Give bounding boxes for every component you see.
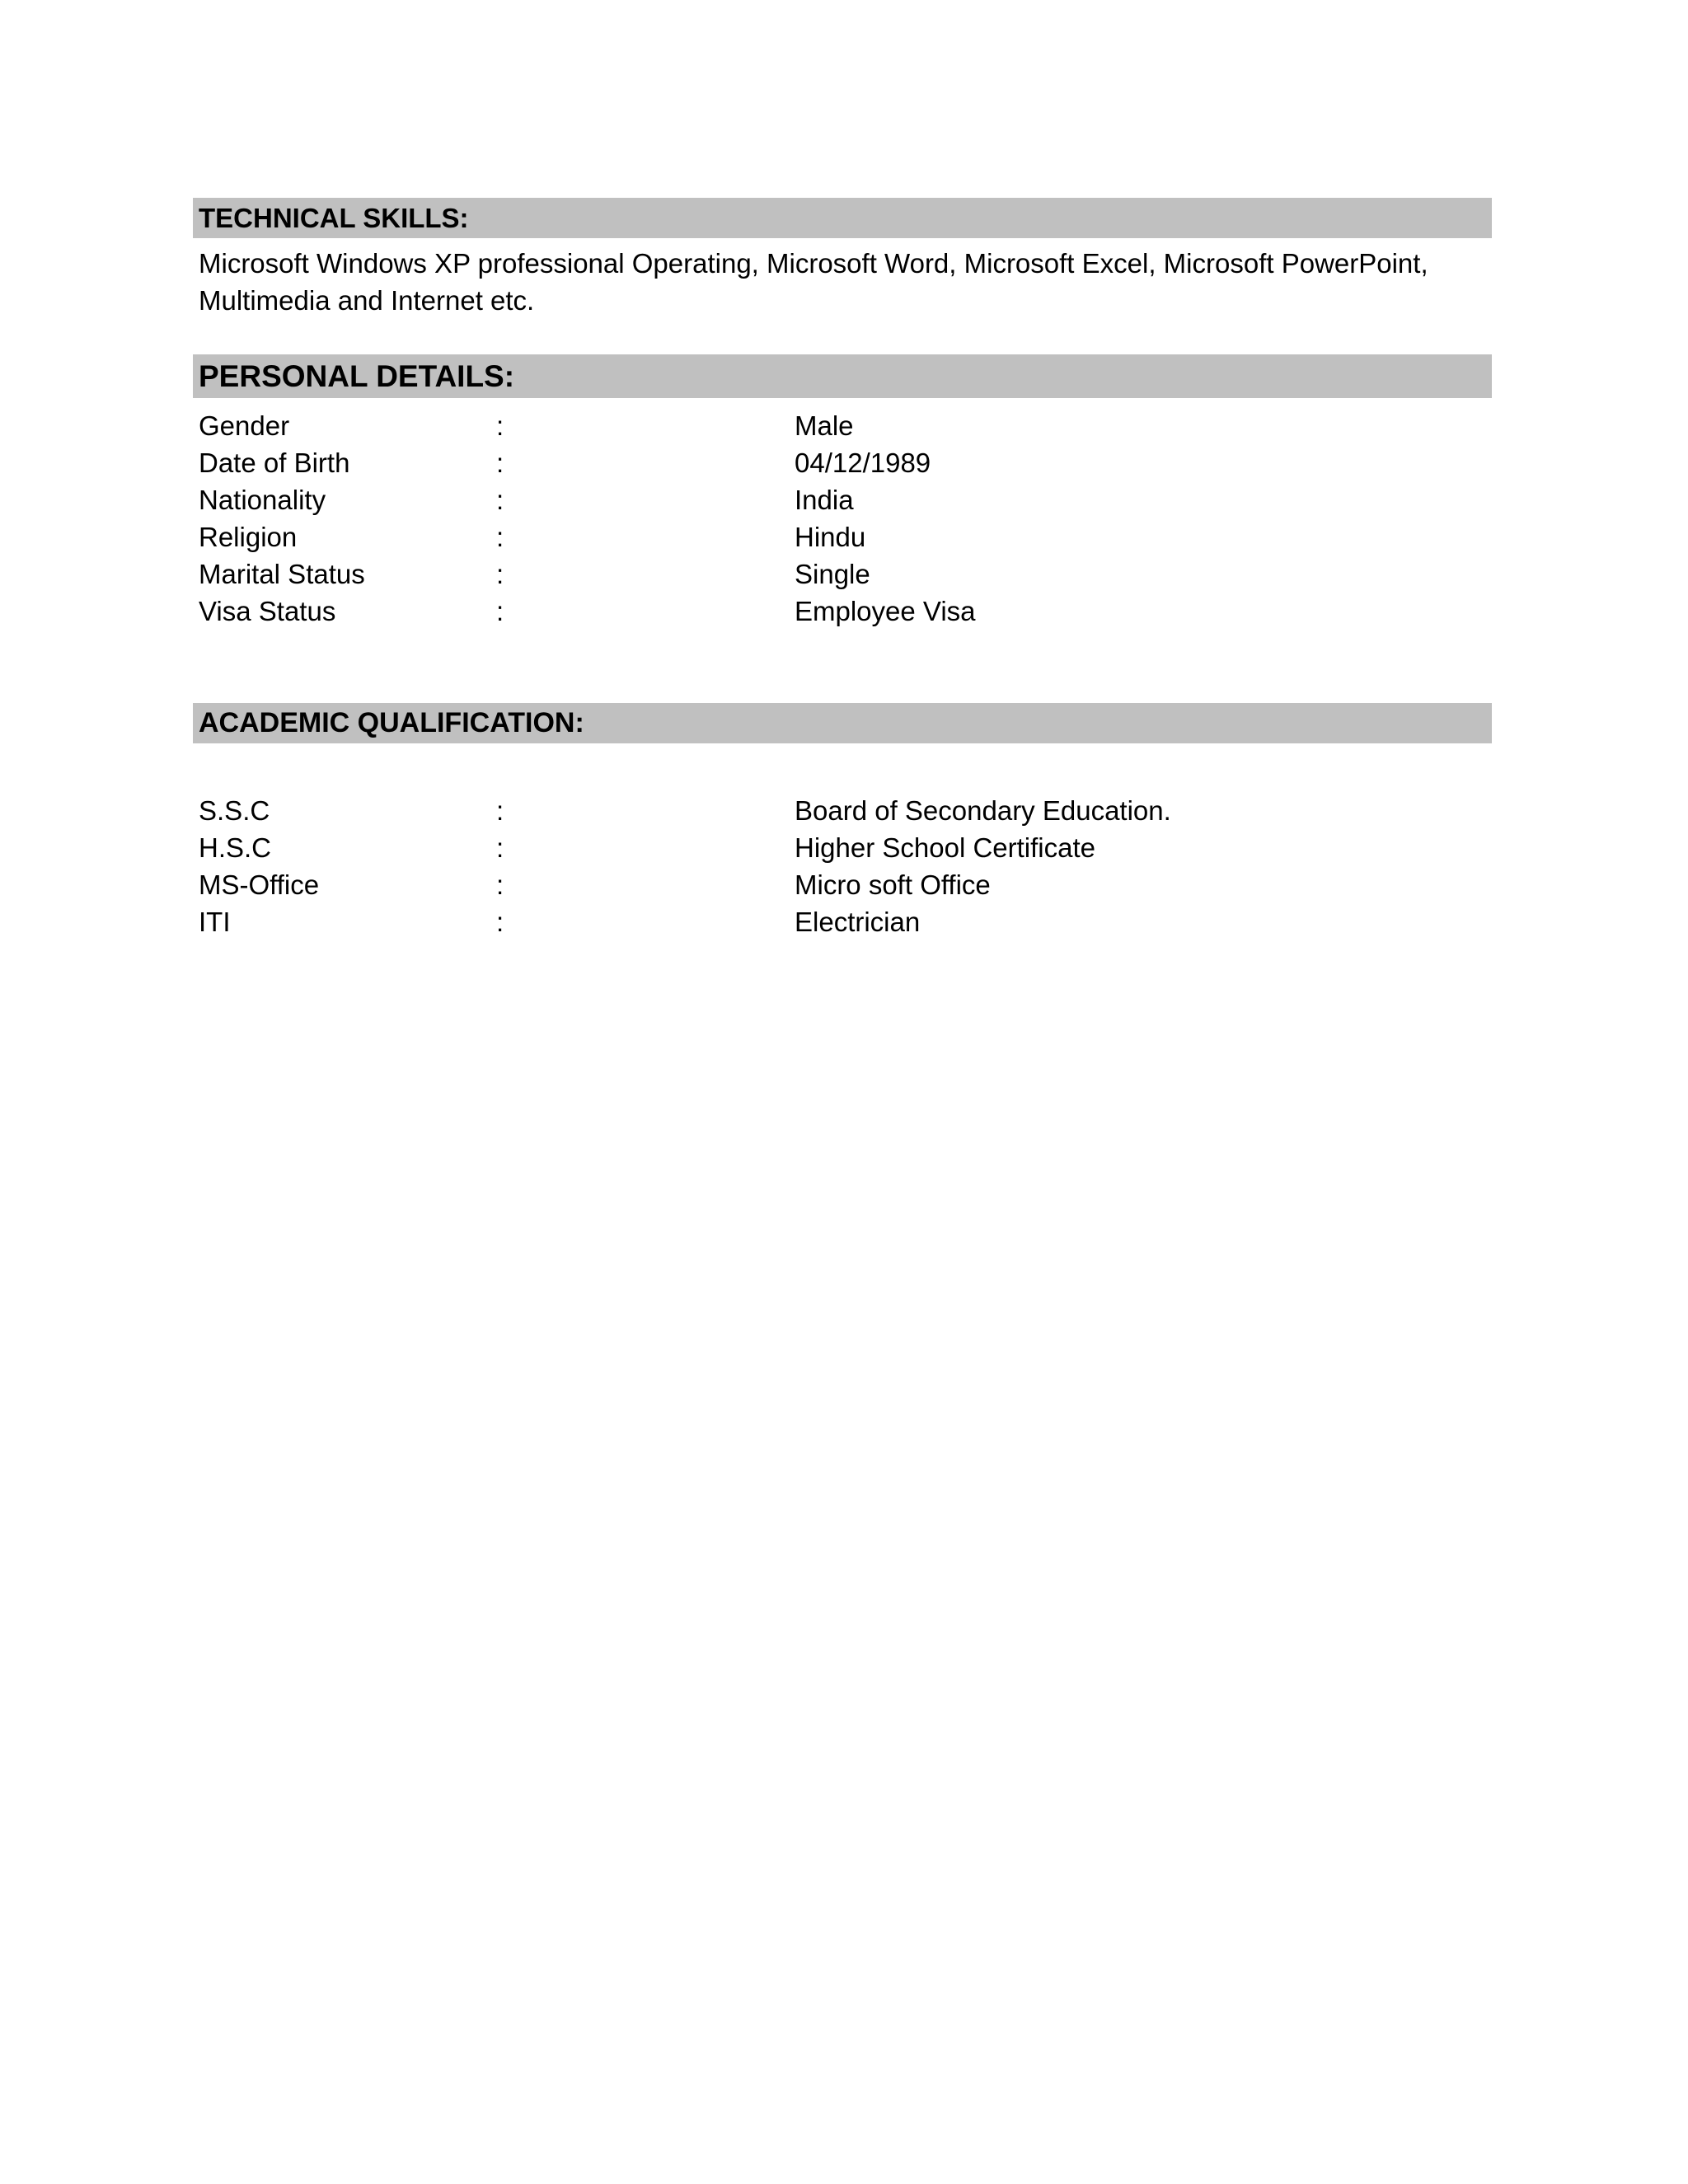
qualification-label: MS-Office	[199, 869, 320, 900]
separator-colon: :	[496, 522, 504, 552]
personal-detail-label: Date of Birth	[199, 448, 350, 478]
qualification-row-ms-office	[199, 866, 1484, 903]
qualification-value: Higher School Certificate	[795, 832, 1095, 863]
personal-detail-label: Nationality	[199, 485, 326, 515]
separator-colon: :	[496, 559, 504, 589]
qualification-row-ssc	[199, 792, 1484, 829]
personal-details-list	[199, 407, 1484, 630]
qualification-value: Board of Secondary Education.	[795, 795, 1171, 826]
personal-detail-value: 04/12/1989	[795, 448, 931, 478]
separator-colon: :	[496, 485, 504, 515]
personal-detail-row-gender	[199, 407, 1484, 444]
personal-detail-label: Religion	[199, 522, 298, 552]
academic-qualification-heading: ACADEMIC QUALIFICATION:	[193, 703, 1492, 743]
personal-detail-row-nationality	[199, 481, 1484, 518]
qualification-row-iti	[199, 903, 1484, 940]
qualification-label: H.S.C	[199, 832, 272, 863]
personal-detail-value: Male	[795, 410, 854, 441]
qualification-label: S.S.C	[199, 795, 270, 826]
personal-detail-value: India	[795, 485, 854, 515]
personal-detail-value: Employee Visa	[795, 596, 976, 626]
separator-colon: :	[496, 795, 504, 826]
personal-details-heading: PERSONAL DETAILS:	[193, 354, 1492, 398]
personal-detail-label: Marital Status	[199, 559, 365, 589]
qualification-value: Electrician	[795, 907, 921, 937]
separator-colon: :	[496, 596, 504, 626]
personal-detail-label: Visa Status	[199, 596, 336, 626]
personal-detail-row-religion	[199, 518, 1484, 555]
separator-colon: :	[496, 832, 504, 863]
personal-detail-value: Single	[795, 559, 870, 589]
personal-detail-row-marital-status	[199, 555, 1484, 593]
separator-colon: :	[496, 869, 504, 900]
personal-detail-label: Gender	[199, 410, 290, 441]
personal-detail-row-date-of-birth	[199, 444, 1484, 481]
technical-skills-text: Microsoft Windows XP professional Operating, Microsoft Word, Microsoft Excel, Microsoft PowerPoint, Multimedia and Internet etc.	[199, 248, 1428, 316]
separator-colon: :	[496, 410, 504, 441]
personal-detail-row-visa-status	[199, 593, 1484, 630]
qualification-label: ITI	[199, 907, 231, 937]
personal-detail-value: Hindu	[795, 522, 866, 552]
qualification-value: Micro soft Office	[795, 869, 991, 900]
technical-skills-heading: TECHNICAL SKILLS:	[193, 198, 1492, 238]
separator-colon: :	[496, 907, 504, 937]
academic-qualification-list	[199, 792, 1484, 940]
qualification-row-hsc	[199, 829, 1484, 866]
separator-colon: :	[496, 448, 504, 478]
